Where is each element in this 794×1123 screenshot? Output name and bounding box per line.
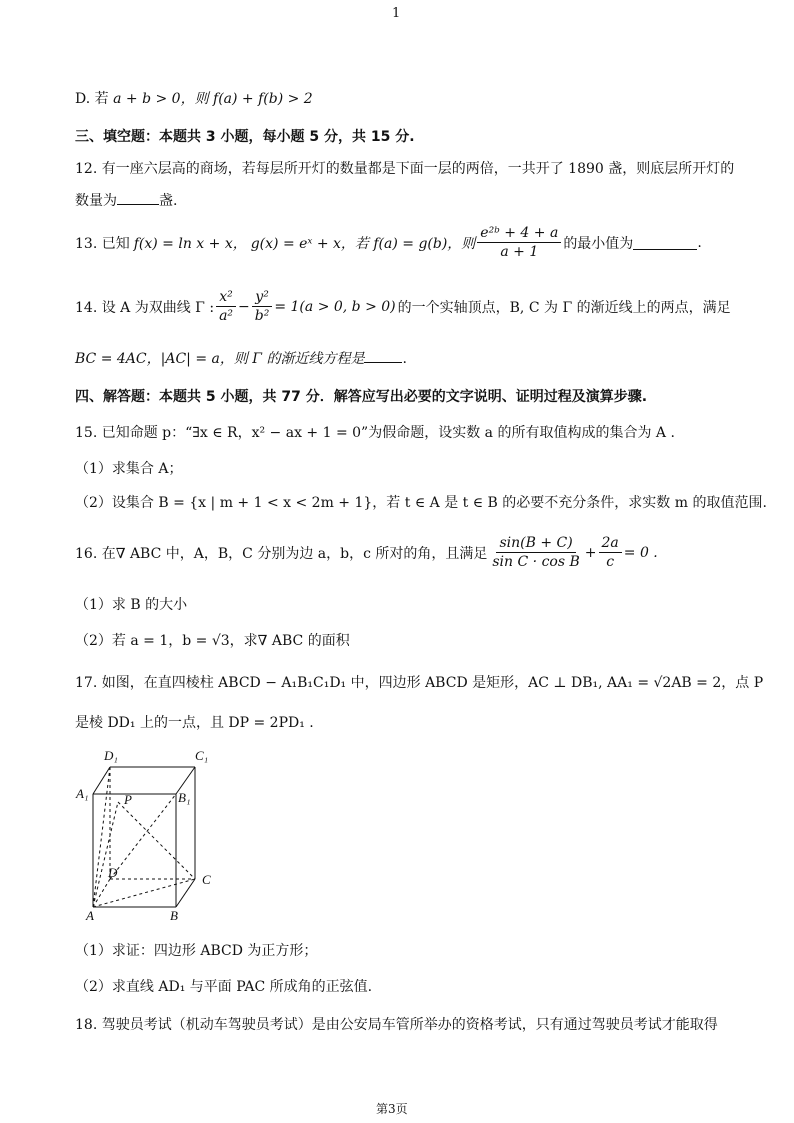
label-C: C xyxy=(202,872,211,887)
q16-frac1-num: sin(B + C) xyxy=(496,534,575,553)
q13-frac-num: e²ᵇ + 4 + a xyxy=(477,224,561,243)
q14-line2-math: BC = 4AC，|AC| = a，则 Γ 的渐近线方程是 xyxy=(75,351,365,367)
label-D1: D₁ xyxy=(104,748,118,763)
q14-line2-end: . xyxy=(402,351,407,367)
q12-answer-blank xyxy=(117,190,159,205)
q14-post: 的一个实轴顶点，B, C 为 Γ 的渐近线上的两点，满足 xyxy=(397,299,731,316)
label-A: A xyxy=(86,908,94,923)
q18-line1: 18. 驾驶员考试（机动车驾驶员考试）是由公安局车管所举办的资格考试，只有通过驾驶员考试才能取得 xyxy=(75,1017,718,1033)
label-A1: A₁ xyxy=(76,786,89,801)
q16-part2: （2）若 a = 1，b = √3，求∇ ABC 的面积 xyxy=(75,633,350,649)
q13-fraction xyxy=(477,224,561,261)
q16-part1: （1）求 B 的大小 xyxy=(75,597,188,613)
q14-eq-rest: = 1(a > 0, b > 0) xyxy=(274,298,396,315)
q16-frac2-num: 2a xyxy=(599,534,622,553)
q14-frac1-num: x² xyxy=(216,288,236,307)
q12-line2 xyxy=(75,190,177,210)
q14-frac1-den: a² xyxy=(219,308,234,324)
q13-post: 的最小值为 xyxy=(563,235,634,252)
q16-plus: + xyxy=(584,544,597,561)
q15-part2: （2）设集合 B = {x | m + 1 < x < 2m + 1}，若 t ∈ A 是 t ∈ B 的必要不充分条件，求实数 m 的取值范围. xyxy=(75,495,767,511)
q16-frac2-den: c xyxy=(606,554,615,570)
q11-option-d xyxy=(75,88,313,108)
q11-option-d-label: D. 若 xyxy=(75,91,109,107)
q15-line1: 15. 已知命题 p：“∃x ∈ R，x² − ax + 1 = 0”为假命题，设实数 a 的所有取值构成的集合为 A . xyxy=(75,425,675,441)
q17-line2: 是棱 DD₁ 上的一点，且 DP = 2PD₁ . xyxy=(75,715,314,731)
q13-line: 13. 已知 f(x) = ln x + x， g(x) = eˣ + x，若 f(a) = g(b)，则 $\frac{\text{e²ᵇ + 4 + a}}{a + 1}$ 的最小值为 . xyxy=(75,225,702,260)
q16-frac2 xyxy=(599,534,622,571)
q17-part1: （1）求证：四边形 ABCD 为正方形； xyxy=(75,943,318,959)
q14-frac1 xyxy=(216,288,236,325)
q17-line1: 17. 如图，在直四棱柱 ABCD − A₁B₁C₁D₁ 中，四边形 ABCD 是矩形，AC ⊥ DB₁, AA₁ = √2AB = 2，点 P xyxy=(75,675,764,691)
label-B: B xyxy=(170,908,178,923)
q13-pre: 13. 已知 xyxy=(75,235,130,252)
q14-frac2 xyxy=(252,288,273,325)
q14-line2 xyxy=(75,348,407,368)
q16-frac1-den: sin C · cos B xyxy=(492,554,580,570)
q14-line1: 14. 设 A 为双曲线 Γ : $\frac{\text{x²}}{\text{a²}}$ − $\frac{\text{y²}}{\text{b²}}$ = 1(a > 0, b > 0) 的一个实轴顶点，B, C 为 Γ 的渐近线上的两点，满足 xyxy=(75,289,731,324)
q14-frac2-num: y² xyxy=(252,288,272,307)
q13-answer-blank xyxy=(633,235,697,250)
q16-line1 xyxy=(75,534,658,571)
prism-diagram xyxy=(70,744,230,924)
label-C1: C₁ xyxy=(195,748,209,763)
label-B1: B₁ xyxy=(178,790,191,805)
q16-post: = 0 . xyxy=(623,544,658,561)
q17-prism-figure xyxy=(70,744,230,928)
q13-f-def: f(x) = ln x + x， xyxy=(133,235,247,252)
q11-option-d-math: a + b > 0，则 f(a) + f(b) > 2 xyxy=(113,91,313,107)
q17-part2: （2）求直线 AD₁ 与平面 PAC 所成角的正弦值. xyxy=(75,979,373,995)
page-footer: 第3页 xyxy=(376,1102,408,1116)
q13-frac-den: a + 1 xyxy=(500,244,539,260)
q16-pre: 16. 在∇ ABC 中，A，B，C 分别为边 a，b，c 所对的角，且满足 xyxy=(75,545,488,562)
q15-part1: （1）求集合 A； xyxy=(75,461,183,477)
q12-line1: 12. 有一座六层高的商场，若每层所开灯的数量都是下面一层的两倍，一共开了 1890 盏，则底层所开灯的 xyxy=(75,161,735,177)
q14-answer-blank xyxy=(364,348,402,363)
label-D: D xyxy=(108,865,118,880)
q16-frac1 xyxy=(489,534,582,571)
q12-line2-pre: 数量为 xyxy=(75,193,117,209)
page-number-top: 1 xyxy=(392,6,401,21)
q12-line2-post: 盏. xyxy=(159,193,178,209)
label-P: P xyxy=(124,792,132,807)
q14-pre: 14. 设 A 为双曲线 Γ : xyxy=(75,299,215,316)
section4-heading: 四、解答题：本题共 5 小题，共 77 分．解答应写出必要的文字说明、证明过程及演算步骤. xyxy=(75,389,648,405)
q13-g-def: g(x) = eˣ + x，若 f(a) = g(b)，则 xyxy=(250,235,476,252)
section3-heading: 三、填空题：本题共 3 小题，每小题 5 分，共 15 分. xyxy=(75,129,415,145)
q14-frac2-den: b² xyxy=(254,308,270,324)
